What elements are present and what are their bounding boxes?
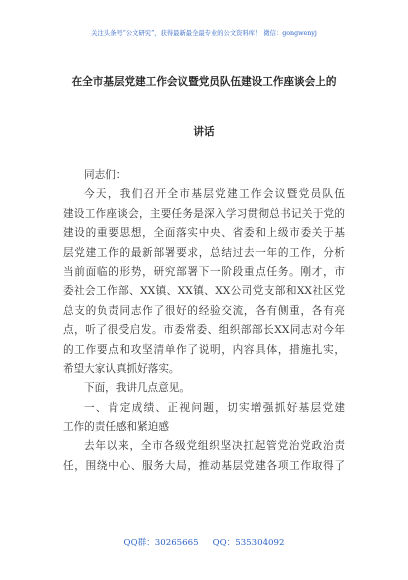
footer-qq: QQ：535304092 — [212, 538, 285, 548]
paragraph-line: 同志们： — [84, 169, 127, 181]
header-promo-note: 关注头条号“公文研究”，获得最新最全最专业的公文资料库！ 微信：gongwenyj — [91, 30, 317, 37]
paragraph-line: 任，围绕中心、服务大局，推动基层党建各项工作取得了 — [63, 459, 345, 472]
paragraph-line: 去年以来，全市各级党组织坚决扛起管党治党政治责 — [84, 440, 345, 453]
paragraph-line: 今天，我们召开全市基层党建工作会议暨党员队伍 — [84, 188, 345, 201]
document-subtitle: 讲话 — [193, 126, 215, 138]
document-title: 在全市基层党建工作会议暨党员队伍建设工作座谈会上的 — [71, 76, 337, 88]
paragraph-line: 希望大家认真抓好落实。 — [63, 362, 180, 375]
paragraph-line: 总支的负责同志作了很好的经验交流，各有侧重，各有亮 — [63, 304, 345, 317]
paragraph-line: 委社会工作部、XX镇、XX镇、XX公司党支部和XX社区党 — [63, 285, 345, 298]
paragraph-line: 的工作要点和攻坚清单作了说明，内容具体，措施扎实， — [63, 343, 345, 356]
footer-qq-group: QQ群：30265665 — [123, 538, 199, 548]
paragraph-line: 层党建工作的最新部署要求，总结过去一年的工作，分析 — [63, 246, 345, 259]
document-body — [63, 166, 345, 476]
footer-contact — [0, 536, 408, 548]
paragraph-line: 点，听了很受启发。市委常委、组织部部长XX同志对今年 — [63, 324, 345, 337]
section-heading-line: 一、肯定成绩、正视问题，切实增强抓好基层党建 — [84, 401, 345, 414]
paragraph-line: 下面，我讲几点意见。 — [84, 382, 190, 395]
paragraph-line: 当前面临的形势，研究部署下一阶段重点任务。刚才，市 — [63, 265, 345, 278]
section-heading-line: 工作的责任感和紧迫感 — [63, 421, 169, 434]
paragraph-line: 建设的重要思想，全面落实中央、省委和上级市委关于基 — [63, 227, 345, 240]
paragraph-line: 建设工作座谈会，主要任务是深入学习贯彻总书记关于党的 — [63, 207, 345, 220]
